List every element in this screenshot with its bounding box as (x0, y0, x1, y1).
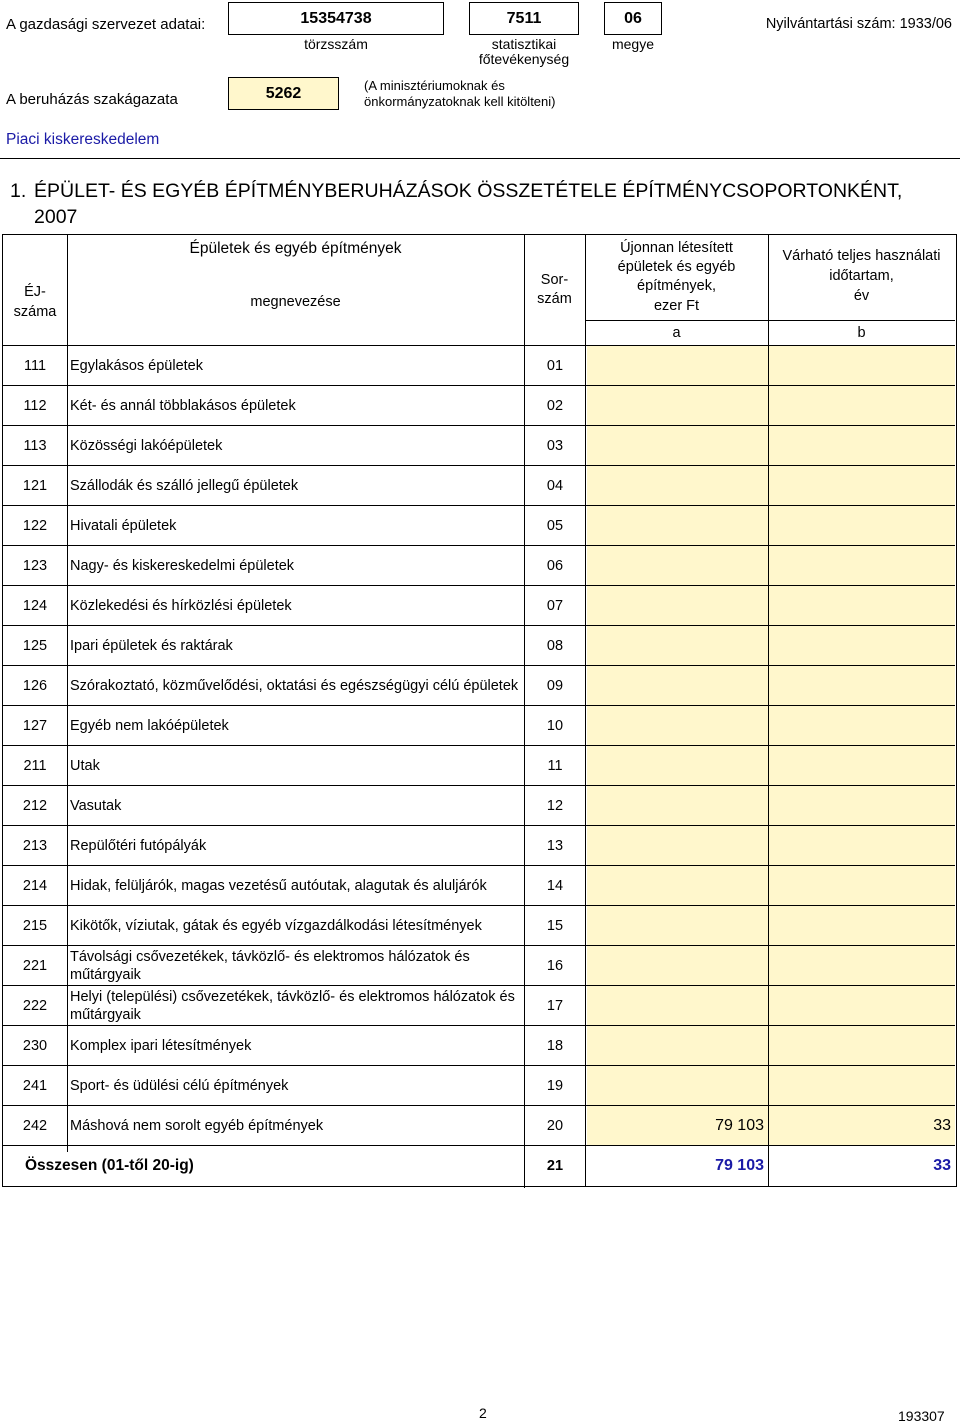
megnevezes-header: megnevezése (250, 294, 341, 310)
table-row (3, 746, 955, 786)
table-row (3, 1106, 955, 1146)
investment-table (2, 234, 957, 1187)
table-row (3, 666, 955, 706)
row-name: Közösségi lakóépületek (70, 438, 223, 454)
row-number: 10 (546, 718, 564, 734)
title-line-1: ÉPÜLET- ÉS EGYÉB ÉPÍTMÉNYBERUHÁZÁSOK ÖSSZETÉTELE ÉPÍTMÉNYCSOPORTONKÉNT, (34, 180, 903, 202)
col-a-header-3: építmények, (637, 278, 716, 294)
row-value-a-input[interactable] (587, 346, 768, 385)
row-code: 221 (22, 958, 48, 974)
row-number: 20 (546, 1118, 564, 1134)
section-divider (0, 158, 960, 159)
sor-header-2: szám (537, 291, 572, 307)
total-value-b: 33 (769, 1146, 955, 1185)
col-b-header-2: időtartam, (829, 268, 894, 284)
nyilvantartasi-szam: Nyilvántartási szám: 1933/06 (765, 16, 952, 32)
row-value-b-input[interactable] (769, 666, 955, 705)
total-number: 21 (546, 1158, 564, 1174)
col-b-letter: b (857, 325, 866, 341)
torzsszam-field[interactable]: 15354738 (228, 2, 444, 35)
row-code: 212 (22, 798, 48, 814)
table-row (3, 786, 955, 826)
section-label: Piaci kiskereskedelem (6, 131, 160, 148)
table-row (3, 906, 955, 946)
row-value-a-input[interactable] (587, 666, 768, 705)
row-name: Hivatali épületek (70, 518, 177, 534)
row-number: 05 (546, 518, 564, 534)
row-code: 127 (22, 718, 48, 734)
total-row (3, 1146, 955, 1186)
row-code: 230 (22, 1038, 48, 1054)
row-value-a-input[interactable] (587, 626, 768, 665)
megye-caption: megye (611, 36, 655, 52)
table-row (3, 426, 955, 466)
row-value-b-input[interactable] (769, 906, 955, 945)
row-number: 19 (546, 1078, 564, 1094)
org-data-label: A gazdasági szervezet adatai: (6, 16, 206, 33)
row-value-b-input[interactable] (769, 1026, 955, 1065)
row-code: 213 (22, 838, 48, 854)
row-name: Utak (70, 758, 100, 774)
row-name: Szállodák és szálló jellegű épületek (70, 478, 299, 494)
row-value-a-input[interactable] (587, 386, 768, 425)
table-row (3, 1066, 955, 1106)
row-name: Repülőtéri futópályák (70, 838, 207, 854)
row-number: 12 (546, 798, 564, 814)
row-code: 214 (22, 878, 48, 894)
row-name: Szórakoztató, közművelődési, oktatási és egészségügyi célú épületek (70, 678, 519, 694)
row-name: Kikötők, víziutak, gátak és egyéb vízgazdálkodási létesítmények (70, 918, 482, 934)
row-number: 02 (546, 398, 564, 414)
row-value-a-input[interactable] (587, 546, 768, 585)
row-value-b-input[interactable] (769, 426, 955, 465)
beruhazas-label: A beruházás szakágazata (6, 91, 178, 108)
table-row (3, 466, 955, 506)
row-number: 17 (546, 998, 564, 1014)
title-line-2: 2007 (34, 206, 78, 228)
row-code: 112 (23, 398, 47, 414)
szakagazat-field[interactable]: 5262 (228, 77, 339, 110)
table-row (3, 506, 955, 546)
row-number: 13 (546, 838, 564, 854)
group-header: Épületek és egyéb építmények (189, 240, 402, 257)
row-value-a-input[interactable] (587, 426, 768, 465)
row-number: 18 (546, 1038, 564, 1054)
row-code: 242 (22, 1118, 48, 1134)
table-row (3, 706, 955, 746)
table-row (3, 946, 955, 986)
col-a-header-4: ezer Ft (653, 298, 700, 314)
row-name: Egyéb nem lakóépületek (70, 718, 229, 734)
row-value-a-input[interactable] (587, 1066, 768, 1105)
row-value-a-input[interactable] (587, 746, 768, 785)
table-row (3, 346, 955, 386)
row-value-a-input[interactable]: 79 103 (587, 1106, 768, 1145)
col-b-header-3: év (853, 288, 870, 304)
row-code: 241 (22, 1078, 48, 1094)
row-number: 09 (546, 678, 564, 694)
col-b-header-1: Várható teljes használati (782, 248, 941, 264)
row-value-b-input[interactable] (769, 986, 955, 1025)
col-a-header-1: Újonnan létesített (620, 240, 733, 256)
row-value-b-input[interactable] (769, 826, 955, 865)
row-code: 122 (22, 518, 48, 534)
row-code: 211 (23, 758, 47, 774)
row-code: 124 (22, 598, 48, 614)
row-value-b-input[interactable] (769, 946, 955, 985)
row-number: 08 (546, 638, 564, 654)
row-name: Sport- és üdülési célú építmények (70, 1078, 289, 1094)
row-value-a-input[interactable] (587, 946, 768, 985)
row-code: 111 (23, 358, 47, 374)
row-value-b-input[interactable] (769, 386, 955, 425)
form-code: 193307 (898, 1408, 945, 1424)
row-name: Komplex ipari létesítmények (70, 1038, 252, 1054)
row-number: 11 (547, 758, 563, 774)
statisztikai-caption-1: statisztikai (491, 36, 557, 52)
row-name: Máshová nem sorolt egyéb építmények (70, 1118, 324, 1134)
row-value-a-input[interactable] (587, 986, 768, 1025)
ej-header-1: ÉJ- (24, 284, 46, 300)
row-value-a-input[interactable] (587, 826, 768, 865)
row-code: 123 (22, 558, 48, 574)
total-label: Összesen (01-től 20-ig) (25, 1157, 194, 1174)
table-row (3, 546, 955, 586)
row-value-b-input[interactable] (769, 746, 955, 785)
row-name: Nagy- és kiskereskedelmi épületek (70, 558, 295, 574)
row-value-a-input[interactable] (587, 906, 768, 945)
row-name: Közlekedési és hírközlési épületek (70, 598, 292, 614)
header-ab-divider (585, 320, 955, 321)
sor-header-1: Sor- (540, 272, 569, 288)
row-number: 15 (546, 918, 564, 934)
note-line-2: önkormányzatoknak kell kitölteni) (364, 94, 556, 109)
row-value-b-input[interactable] (769, 866, 955, 905)
row-number: 04 (546, 478, 564, 494)
title-number: 1. (10, 180, 27, 202)
statisztikai-caption-2: főtevékenység (478, 51, 570, 67)
row-value-b-input[interactable] (769, 1066, 955, 1105)
row-value-a-input[interactable] (587, 586, 768, 625)
row-value-a-input[interactable] (587, 1026, 768, 1065)
row-value-b-input[interactable] (769, 706, 955, 745)
col-a-letter: a (672, 325, 681, 341)
row-value-b-input[interactable] (769, 586, 955, 625)
row-value-a-input[interactable] (587, 706, 768, 745)
row-number: 06 (546, 558, 564, 574)
row-name: Ipari épületek és raktárak (70, 638, 233, 654)
row-code: 121 (22, 478, 48, 494)
row-code: 126 (22, 678, 48, 694)
page-number: 2 (479, 1405, 487, 1421)
row-value-b-input[interactable]: 33 (769, 1106, 955, 1145)
row-code: 125 (22, 638, 48, 654)
row-name: Helyi (települési) csővezetékek, távközlő- és elektromos hálózatok és műtárgyaik (70, 989, 515, 1023)
row-value-b-input[interactable] (769, 466, 955, 505)
row-value-b-input[interactable] (769, 346, 955, 385)
row-value-a-input[interactable] (587, 786, 768, 825)
col-a-header-2: épületek és egyéb (617, 259, 736, 275)
row-code: 215 (22, 918, 48, 934)
row-name: Egylakásos épületek (70, 358, 203, 374)
row-name: Hidak, felüljárók, magas vezetésű autóutak, alagutak és aluljárók (70, 878, 487, 894)
row-number: 16 (546, 958, 564, 974)
row-value-a-input[interactable] (587, 466, 768, 505)
note-line-1: (A minisztériumoknak és (364, 78, 505, 93)
row-value-b-input[interactable] (769, 626, 955, 665)
row-number: 01 (546, 358, 564, 374)
table-row (3, 866, 955, 906)
table-row (3, 826, 955, 866)
row-name: Két- és annál többlakásos épületek (70, 398, 296, 414)
total-value-a: 79 103 (587, 1146, 768, 1185)
row-code: 113 (23, 438, 47, 454)
row-value-b-input[interactable] (769, 786, 955, 825)
row-code: 222 (22, 998, 48, 1014)
row-name: Távolsági csővezetékek, távközlő- és elektromos hálózatok és műtárgyaik (70, 949, 470, 983)
row-value-b-input[interactable] (769, 506, 955, 545)
ej-header-2: száma (13, 304, 57, 320)
megye-field[interactable]: 06 (604, 2, 662, 35)
table-row (3, 1026, 955, 1066)
row-name: Vasutak (70, 798, 122, 814)
statisztikai-field[interactable]: 7511 (469, 2, 579, 35)
table-row (3, 626, 955, 666)
row-number: 07 (546, 598, 564, 614)
torzsszam-caption: törzsszám (304, 36, 368, 52)
row-number: 14 (546, 878, 564, 894)
row-number: 03 (546, 438, 564, 454)
row-value-a-input[interactable] (587, 866, 768, 905)
table-row (3, 386, 955, 426)
table-row (3, 586, 955, 626)
table-row (3, 986, 955, 1026)
row-value-a-input[interactable] (587, 506, 768, 545)
row-value-b-input[interactable] (769, 546, 955, 585)
